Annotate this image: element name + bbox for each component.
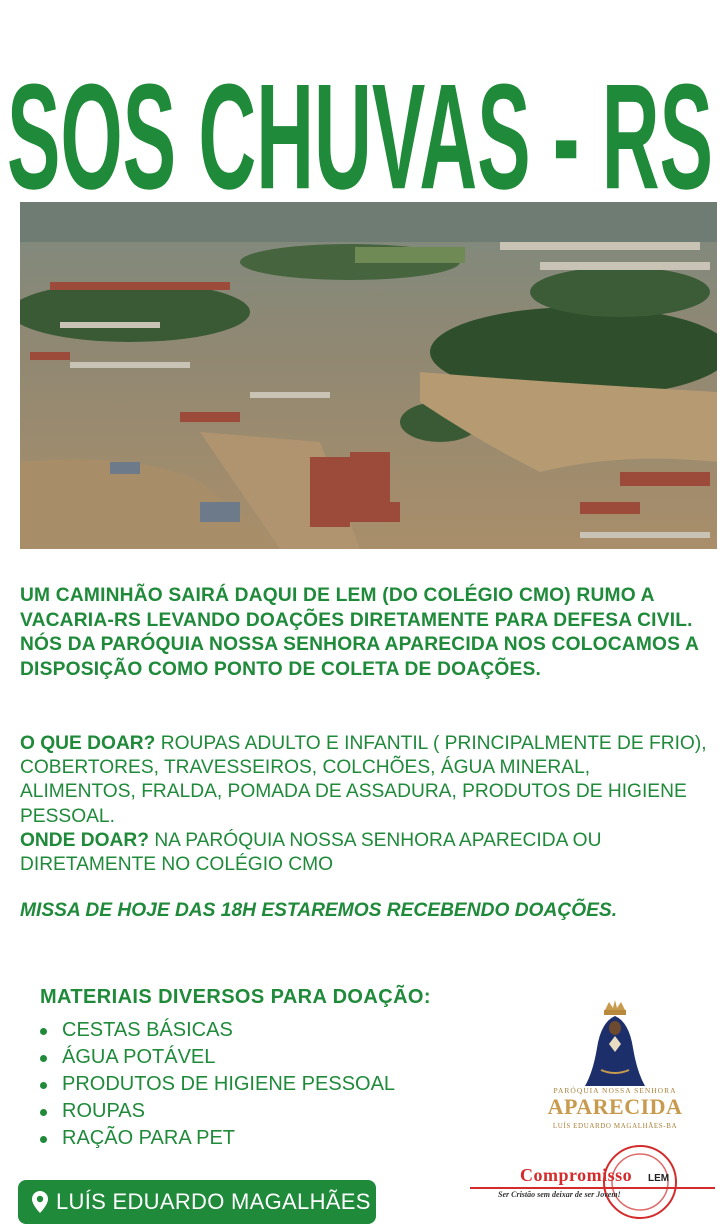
list-item: CESTAS BÁSICAS <box>40 1017 540 1044</box>
divider-line <box>470 1187 715 1189</box>
bullet-icon <box>40 1109 47 1116</box>
what-to-donate-text: ROUPAS ADULTO E INFANTIL ( PRINCIPALMENTE DE FRIO), COBERTORES, TRAVESSEIROS, COLCHÕES, ÁGUA MINERAL, ALIMENTOS, FRALDA, POMADA DE ASSADURA, PRODUTOS DE HIGIENE PESSOAL. <box>20 733 707 827</box>
materials-list <box>40 1017 540 1152</box>
bullet-icon <box>40 1055 47 1062</box>
where-to-donate-text: NA PARÓQUIA NOSSA SENHORA APARECIDA OU DIRETAMENTE NO COLÉGIO CMO <box>20 829 602 876</box>
intro-paragraph: UM CAMINHÃO SAIRÁ DAQUI DE LEM (DO COLÉGIO CMO) RUMO A VACARIA-RS LEVANDO DOAÇÕES DIRETAMENTE PARA DEFESA CIVIL. NÓS DA PARÓQUIA NOSSA SENHORA APARECIDA NOS COLOCAMOS A DISPOSIÇÃO COMO PONTO DE COLETA DE DOAÇÕES. <box>20 585 699 680</box>
location-badge <box>18 1180 376 1224</box>
page-title-text: SOS CHUVAS - RS <box>6 52 713 202</box>
parish-name-line3: LUÍS EDUARDO MAGALHÃES-BA <box>552 1122 678 1130</box>
list-item: ROUPAS <box>40 1098 540 1125</box>
our-lady-icon <box>535 1000 695 1090</box>
parish-name-line1: PARÓQUIA NOSSA SENHORA <box>553 1086 677 1095</box>
parish-logo <box>535 1000 695 1140</box>
materials-section <box>40 986 540 1152</box>
compromisso-slogan: Ser Cristão sem deixar de ser Jovem! <box>498 1190 621 1199</box>
mass-notice: MISSA DE HOJE DAS 18H ESTAREMOS RECEBENDO DOAÇÕES. <box>20 900 618 921</box>
bullet-icon <box>40 1136 47 1143</box>
bullet-icon <box>40 1082 47 1089</box>
where-to-donate-label: ONDE DOAR? <box>20 829 149 851</box>
parish-name-line2: APARECIDA <box>547 1094 683 1119</box>
compromisso-logo <box>470 1140 720 1219</box>
list-item: RAÇÃO PARA PET <box>40 1125 540 1152</box>
what-to-donate-label: O QUE DOAR? <box>20 733 156 754</box>
list-item: PRODUTOS DE HIGIENE PESSOAL <box>40 1071 540 1098</box>
bullet-icon <box>40 1028 47 1035</box>
materials-heading: MATERIAIS DIVERSOS PARA DOAÇÃO: <box>40 986 431 1008</box>
donation-info <box>20 732 710 877</box>
location-label: LUÍS EDUARDO MAGALHÃES <box>56 1189 371 1214</box>
page-title <box>0 22 720 202</box>
list-item: ÁGUA POTÁVEL <box>40 1044 540 1071</box>
compromisso-word: Compromisso <box>520 1165 633 1185</box>
map-pin-icon <box>32 1191 48 1213</box>
lem-tag: LEM <box>648 1173 670 1184</box>
flood-photo <box>20 202 717 549</box>
